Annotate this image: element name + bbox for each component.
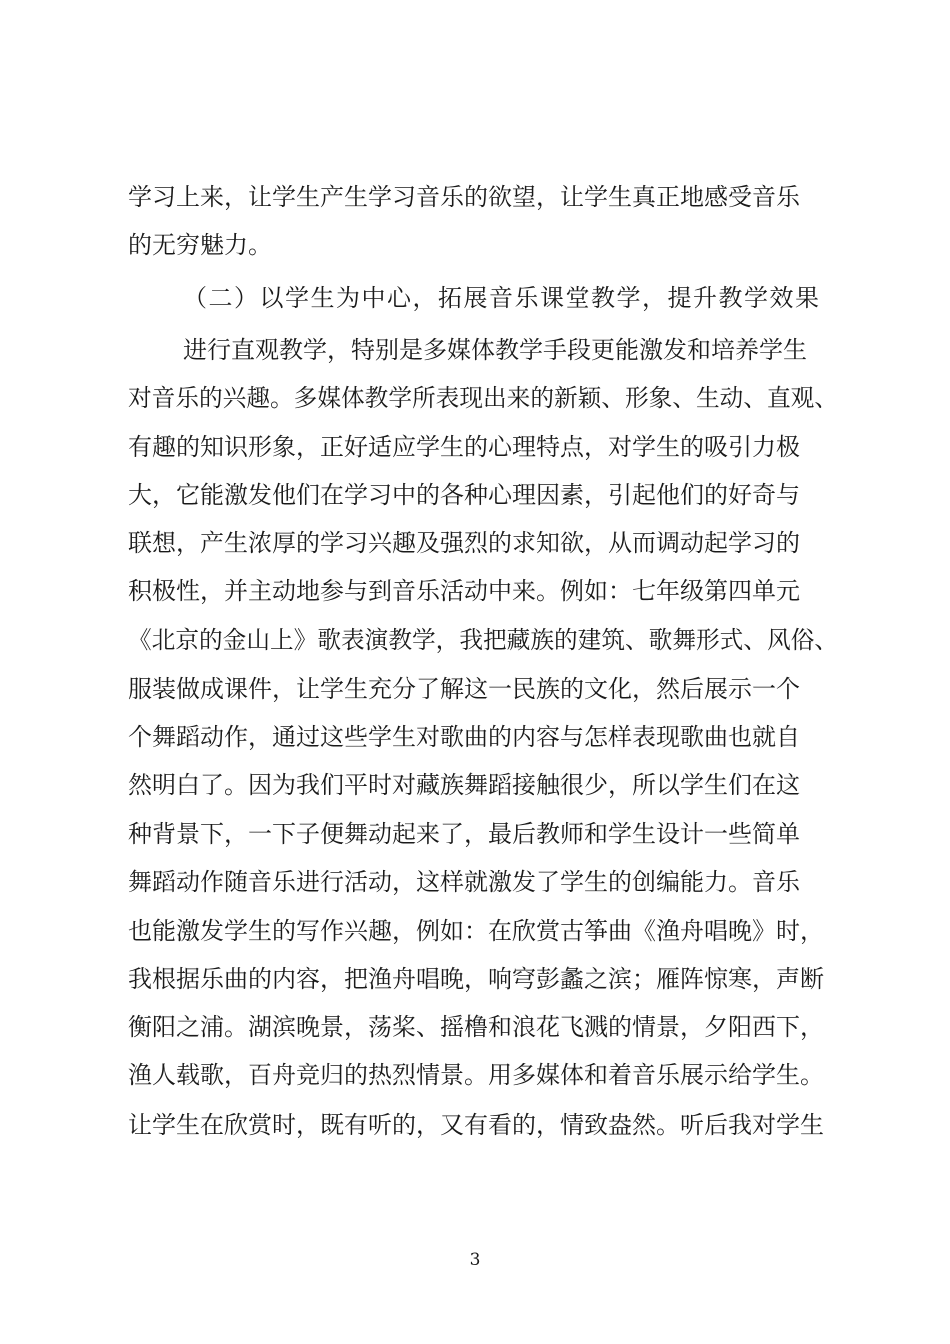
body-line-2: 对音乐的兴趣。多媒体教学所表现出来的新颖、形象、生动、直观、 (128, 384, 838, 412)
body-line-9: 个舞蹈动作，通过这些学生对歌曲的内容与怎样表现歌曲也就自 (128, 723, 800, 751)
body-line-16: 渔人载歌，百舟竞归的热烈情景。用多媒体和着音乐展示给学生。 (128, 1061, 824, 1089)
continuation-line-1: 学习上来，让学生产生学习音乐的欲望，让学生真正地感受音乐 (128, 183, 800, 211)
body-line-10: 然明白了。因为我们平时对藏族舞蹈接触很少，所以学生们在这 (128, 771, 800, 799)
body-line-3: 有趣的知识形象，正好适应学生的心理特点，对学生的吸引力极 (128, 433, 800, 461)
body-line-1: 进行直观教学，特别是多媒体教学手段更能激发和培养学生 (183, 336, 807, 364)
body-line-8: 服装做成课件，让学生充分了解这一民族的文化，然后展示一个 (128, 675, 800, 703)
page-number: 3 (469, 1250, 481, 1270)
body-line-11: 种背景下，一下子便舞动起来了，最后教师和学生设计一些简单 (128, 820, 800, 848)
body-line-17: 让学生在欣赏时，既有听的，又有看的，情致盎然。听后我对学生 (128, 1111, 824, 1139)
body-line-13: 也能激发学生的写作兴趣，例如：在欣赏古筝曲《渔舟唱晚》时， (128, 917, 824, 945)
body-line-12: 舞蹈动作随音乐进行活动，这样就激发了学生的创编能力。音乐 (128, 868, 800, 896)
section-heading: （二）以学生为中心，拓展音乐课堂教学，提升教学效果 (183, 284, 821, 312)
body-line-14: 我根据乐曲的内容，把渔舟唱晚，响穹彭蠡之滨；雁阵惊寒，声断 (128, 965, 824, 993)
continuation-line-2: 的无穷魅力。 (128, 231, 272, 259)
body-line-7: 《北京的金山上》歌表演教学，我把藏族的建筑、歌舞形式、风俗、 (128, 626, 838, 654)
body-line-4: 大，它能激发他们在学习中的各种心理因素，引起他们的好奇与 (128, 481, 800, 509)
body-line-5: 联想，产生浓厚的学习兴趣及强烈的求知欲，从而调动起学习的 (128, 529, 800, 557)
body-line-6: 积极性，并主动地参与到音乐活动中来。例如：七年级第四单元 (128, 577, 800, 605)
body-line-15: 衡阳之浦。湖滨晚景，荡桨、摇橹和浪花飞溅的情景，夕阳西下， (128, 1013, 824, 1041)
